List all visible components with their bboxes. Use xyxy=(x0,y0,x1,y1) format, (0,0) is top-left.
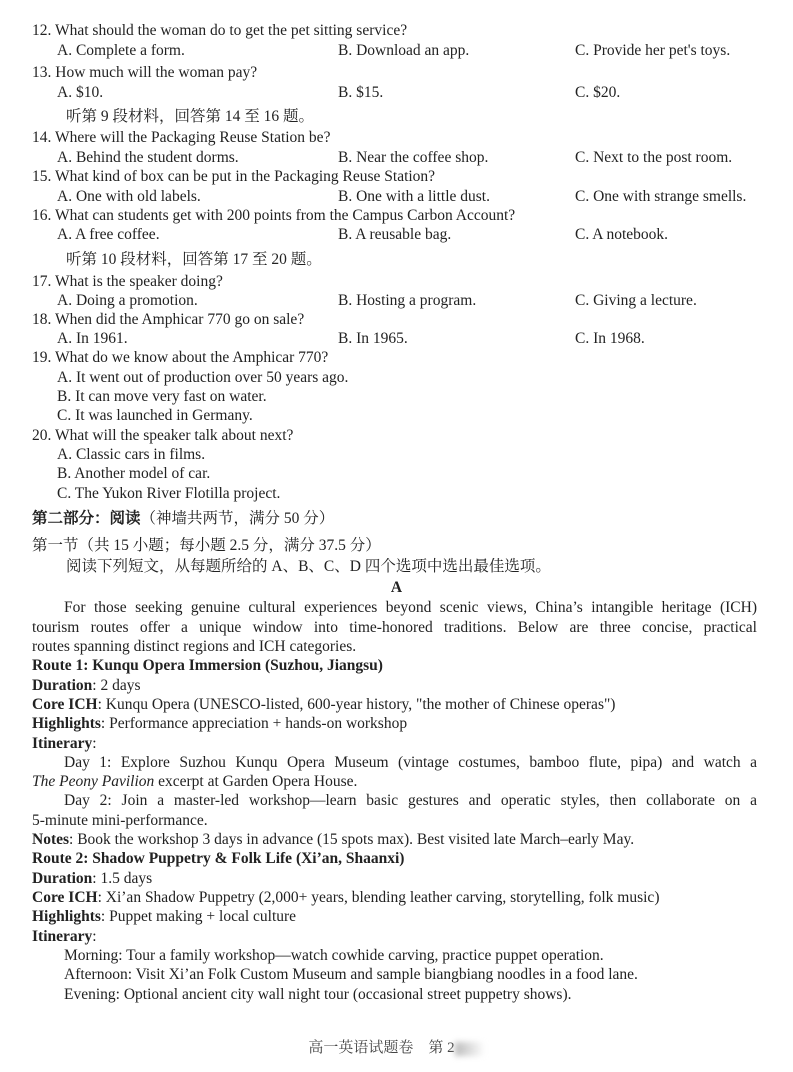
passage-label: A xyxy=(390,579,403,596)
question-15: 15. What kind of box can be put in the Packaging Reuse Station? xyxy=(32,168,436,185)
option-b: B. In 1965. xyxy=(338,330,408,347)
section-one-heading: 第一节（共 15 小题；每小题 2.5 分，满分 37.5 分） xyxy=(32,537,381,554)
option-a: A. Complete a form. xyxy=(57,42,185,59)
directions: 阅读下列短文，从每题所给的 A、B、C、D 四个选项中选出最佳选项。 xyxy=(66,558,551,575)
question-17: 17. What is the speaker doing? xyxy=(32,273,223,290)
options-18 xyxy=(57,329,645,349)
label: Core ICH xyxy=(32,696,98,713)
option-b: B. Another model of car. xyxy=(57,465,211,482)
value: : 1.5 days xyxy=(92,870,153,887)
option-a: A. It went out of production over 50 years ago. xyxy=(57,369,349,386)
value: : Kunqu Opera (UNESCO-listed, 600-year history, "the mother of Chinese operas") xyxy=(97,696,616,713)
value: : Performance appreciation + hands-on workshop xyxy=(100,715,408,732)
options-14 xyxy=(57,148,733,168)
route-1-duration xyxy=(32,676,141,696)
options-17 xyxy=(57,291,697,311)
question-16: 16. What can students get with 200 points from the Campus Carbon Account? xyxy=(32,207,516,224)
option-b: B. Near the coffee shop. xyxy=(338,149,489,166)
route-1-highlights xyxy=(32,714,407,734)
question-12: 12. What should the woman do to get the pet sitting service? xyxy=(32,22,408,39)
option-a: A. One with old labels. xyxy=(57,188,201,205)
route-1-day1-cont xyxy=(32,772,357,792)
option-b: B. $15. xyxy=(338,84,384,101)
route-1-day1: Day 1: Explore Suzhou Kunqu Opera Museum (vintage costumes, bamboo flute, pipa) and watch a xyxy=(64,754,757,771)
label: Itinerary xyxy=(32,735,93,752)
route-2-duration xyxy=(32,869,152,889)
option-a: A. In 1961. xyxy=(57,330,128,347)
option-c: C. The Yukon River Flotilla project. xyxy=(57,485,281,502)
route-1-itinerary xyxy=(32,734,97,754)
option-a: A. Behind the student dorms. xyxy=(57,149,239,166)
question-20: 20. What will the speaker talk about next? xyxy=(32,427,294,444)
option-c: C. One with strange smells. xyxy=(575,188,747,205)
option-a: A. A free coffee. xyxy=(57,226,160,243)
option-c: C. $20. xyxy=(575,84,621,101)
value: : Xi’an Shadow Puppetry (2,000+ years, blending leather carving, storytelling, folk music) xyxy=(97,889,660,906)
value: : Puppet making + local culture xyxy=(100,908,297,925)
route-2-core xyxy=(32,888,659,908)
work-title: The Peony Pavilion xyxy=(32,773,155,790)
part-two-note: （神墙共两节，满分 50 分） xyxy=(140,510,335,527)
page-footer xyxy=(0,1038,793,1058)
options-15 xyxy=(57,187,747,207)
option-c: C. In 1968. xyxy=(575,330,645,347)
route-1-notes xyxy=(32,830,634,850)
question-19: 19. What do we know about the Amphicar 770? xyxy=(32,349,329,366)
route-2-morning: Morning: Tour a family workshop—watch cowhide carving, practice puppet operation. xyxy=(64,947,604,964)
option-b: B. A reusable bag. xyxy=(338,226,452,243)
footer-text: 高一英语试题卷 第 2 xyxy=(308,1040,455,1056)
option-a: A. Classic cars in films. xyxy=(57,446,206,463)
option-c: C. A notebook. xyxy=(575,226,669,243)
route-2-title: Route 2: Shadow Puppetry & Folk Life (Xi’an, Shaanxi) xyxy=(32,850,405,867)
options-16 xyxy=(57,225,669,245)
option-c: C. It was launched in Germany. xyxy=(57,407,253,424)
route-1-title: Route 1: Kunqu Opera Immersion (Suzhou, Jiangsu) xyxy=(32,657,383,674)
instruction-9: 听第 9 段材料，回答第 14 至 16 题。 xyxy=(66,108,315,125)
intro-line-3: routes spanning distinct regions and ICH categories. xyxy=(32,638,357,655)
option-c: C. Next to the post room. xyxy=(575,149,733,166)
instruction-10: 听第 10 段材料，回答第 17 至 20 题。 xyxy=(66,251,322,268)
option-c: C. Giving a lecture. xyxy=(575,292,697,309)
route-2-evening: Evening: Optional ancient city wall night tour (occasional street puppetry shows). xyxy=(64,986,572,1003)
route-2-highlights xyxy=(32,907,296,927)
options-12 xyxy=(57,41,731,61)
route-1-day2-cont: 5-minute mini-performance. xyxy=(32,812,208,829)
route-1-day2: Day 2: Join a master-led workshop—learn basic gestures and operatic styles, then collaborate on a xyxy=(64,792,757,809)
option-c: C. Provide her pet's toys. xyxy=(575,42,731,59)
label: Duration xyxy=(32,870,93,887)
text: excerpt at Garden Opera House. xyxy=(154,773,358,790)
label: Highlights xyxy=(32,908,101,925)
options-13 xyxy=(57,83,621,103)
question-14: 14. Where will the Packaging Reuse Station be? xyxy=(32,129,331,146)
label: Highlights xyxy=(32,715,101,732)
label: Notes xyxy=(32,831,70,848)
label: Duration xyxy=(32,677,93,694)
option-b: B. It can move very fast on water. xyxy=(57,388,267,405)
label: Itinerary xyxy=(32,928,93,945)
colon: : xyxy=(92,735,97,752)
part-two-heading xyxy=(32,509,334,529)
route-2-itinerary xyxy=(32,927,97,947)
question-18: 18. When did the Amphicar 770 go on sale? xyxy=(32,311,305,328)
part-two-title: 第二部分：阅读 xyxy=(32,510,141,527)
colon: : xyxy=(92,928,97,945)
option-b: B. Hosting a program. xyxy=(338,292,477,309)
route-2-afternoon: Afternoon: Visit Xi’an Folk Custom Museum and sample biangbiang noodles in a food lane. xyxy=(64,966,638,983)
option-a: A. Doing a promotion. xyxy=(57,292,198,309)
option-a: A. $10. xyxy=(57,84,104,101)
value: : 2 days xyxy=(92,677,141,694)
option-b: B. Download an app. xyxy=(338,42,470,59)
option-b: B. One with a little dust. xyxy=(338,188,490,205)
route-1-core xyxy=(32,695,615,715)
intro-line-2: tourism routes offer a unique window into time-honored traditions. Below are three concise, practical xyxy=(32,619,757,636)
value: : Book the workshop 3 days in advance (15 spots max). Best visited late March–early May. xyxy=(69,831,635,848)
question-13: 13. How much will the woman pay? xyxy=(32,64,258,81)
blur-smudge xyxy=(455,1042,485,1056)
label: Core ICH xyxy=(32,889,98,906)
intro-line-1: For those seeking genuine cultural experiences beyond scenic views, China’s intangible heritage (ICH) xyxy=(64,599,757,616)
